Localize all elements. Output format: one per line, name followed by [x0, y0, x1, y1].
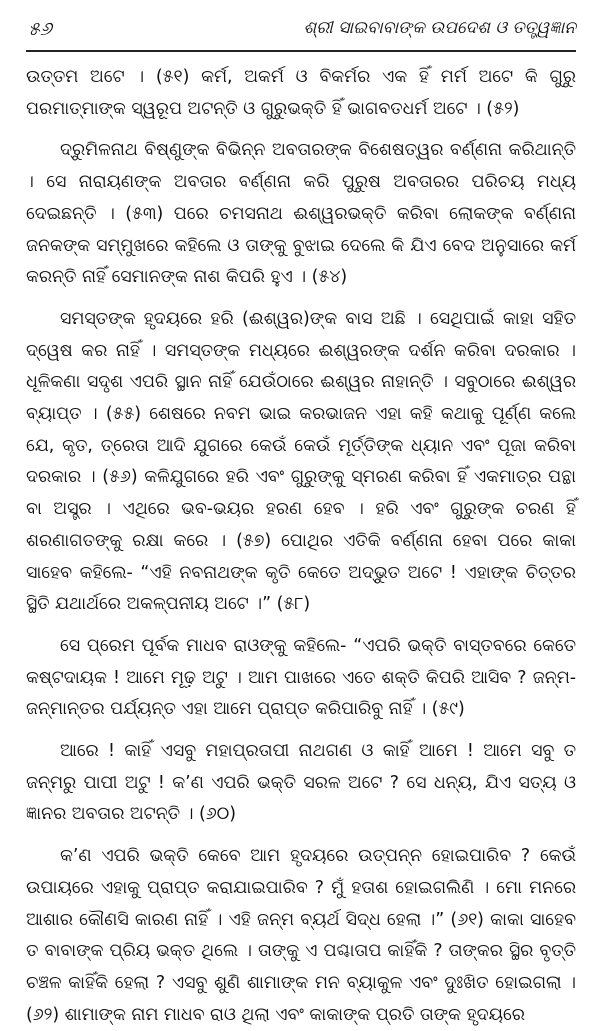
running-title: ଶ୍ରୀ ସାଇବାବାଙ୍କ ଉପଦେଶ ଓ ତତ୍ତ୍ୱଜ୍ଞାନ — [303, 18, 576, 38]
page-number: ୫୬ — [28, 18, 52, 40]
paragraph: କ’ଣ ଏପରି ଭକ୍ତି କେବେ ଆମ ହୃଦୟରେ ଉତ୍ପନ୍ନ ହୋଇପାରିବ ? କେଉଁ ଉପାୟରେ ଏହାକୁ ପ୍ରାପ୍ତ କରାଯାଇପାରିବ ? ମୁଁ ହତାଶ ହୋଇଗଲିଣି । ମୋ ମନରେ ଆଶାର କୌଣସି କାରଣ ନାହିଁ । ଏହି ଜନ୍ମ ବ୍ୟର୍ଥ ସିଦ୍ଧ ହେଲା ।” (୬୧) କାକା ସାହେବ ତ ବାବାଙ୍କ ପ୍ରିୟ ଭକ୍ତ ଥିଲେ । ତାଙ୍କୁ ଏ ପଶ୍ଚାତାପ କାହିଁକି ? ତାଙ୍କର ସ୍ଥିର ବୃତ୍ତି ଚଞ୍ଚଳ କାହିଁକି ହେଲା ? ଏସବୁ ଶୁଣି ଶାମାଙ୍କ ମନ ବ୍ୟାକୁଳ ଏବଂ ଦୁଃଖିତ ହୋଇଗଲା । (୬୨) ଶାମାଙ୍କ ନାମ ମାଧବ ରାଓ ଥିଲା ଏବଂ କାକାଙ୍କ ପ୍ରତି ତାଙ୍କ ହୃଦୟରେ — [26, 846, 576, 1025]
paragraph: ଉତ୍ତମ ଅଟେ । (୫୧) କର୍ମ, ଅକର୍ମ ଓ ବିକର୍ମର ଏକ ହିଁ ମର୍ମ ଅଟେ କି ଗୁରୁ ପରମାତ୍ମାଙ୍କ ସ୍ୱରୂପ ଅଟନ୍ତି ଓ ଗୁରୁଭକ୍ତି ହିଁ ଭାଗବତଧର୍ମ ଅଟେ । (୫୨) — [26, 67, 576, 119]
paragraph: ସମସ୍ତଙ୍କ ହୃଦୟରେ ହରି (ଈଶ୍ୱର)ଙ୍କ ବାସ ଅଛି । ସେଥିପାଇଁ କାହା ସହିତ ଦ୍ୱେଷ କର ନାହିଁ । ସମସ୍ତଙ୍କ ମଧ୍ୟରେ ଈଶ୍ୱରଙ୍କ ଦର୍ଶନ କରିବା ଦରକାର । ଧୂଳିକଣା ସଦୃଶ ଏପରି ସ୍ଥାନ ନାହିଁ ଯେଉଁଠାରେ ଈଶ୍ୱର ନାହାନ୍ତି । ସବୁଠାରେ ଈଶ୍ୱର ବ୍ୟାପ୍ତ । (୫୫) ଶେଷରେ ନବମ ଭାଇ କରଭାଜନ ଏହା କହି କଥାକୁ ପୂର୍ଣ୍ଣ କଲେ ଯେ, କୃତ, ତ୍ରେତା ଆଦି ଯୁଗରେ କେଉଁ କେଉଁ ମୂର୍ତ୍ତିଙ୍କ ଧ୍ୟାନ ଏବଂ ପୂଜା କରିବା ଦରକାର । (୫୬) କଳିଯୁଗରେ ହରି ଏବଂ ଗୁରୁଙ୍କୁ ସ୍ମରଣ କରିବା ହିଁ ଏକମାତ୍ର ପନ୍ଥା ବା ଅସ୍ତ୍ର । ଏଥିରେ ଭବ-ଭୟର ହରଣ ହେବ । ହରି ଏବଂ ଗୁରୁଙ୍କ ଚରଣ ହିଁ ଶରଣାଗତଙ୍କୁ ରକ୍ଷା କରେ । (୫୭) ପୋଥିର ଏତିକି ବର୍ଣ୍ଣନା ହେବା ପରେ କାକା ସାହେବ କହିଲେ- “ଏହି ନବନାଥଙ୍କ କୃତି କେତେ ଅଦ୍‌ଭୁତ ଅଟେ ! ଏହାଙ୍କ ଚିତ୍ତର ସ୍ଥିତି ଯଥାର୍ଥରେ ଅକଳ୍ପନୀୟ ଅଟେ ।” (୫୮) — [26, 308, 576, 615]
paragraph: ସେ ପ୍ରେମ ପୂର୍ବକ ମାଧବ ରାଓଙ୍କୁ କହିଲେ- “ଏପରି ଭକ୍ତି ବାସ୍ତବରେ କେତେ କଷ୍ଟଦାୟକ ! ଆମେ ମୂଢ଼ ଅଟୁ । ଆମ ପାଖରେ ଏତେ ଶକ୍ତି କିପରି ଆସିବ ? ଜନ୍ମ-ଜନ୍ମାନ୍ତର ପର୍ଯ୍ୟନ୍ତ ଏହା ଆମେ ପ୍ରାପ୍ତ କରିପାରିବୁ ନାହିଁ । (୫୯) — [26, 635, 576, 720]
body-text — [26, 62, 576, 1031]
page-header — [26, 10, 576, 52]
paragraph: ଦ୍ରୁମିଳନାଥ ବିଷ୍ଣୁଙ୍କ ବିଭିନ୍ନ ଅବତାରଙ୍କ ବିଶେଷତ୍ୱର ବର୍ଣ୍ଣନା କରିଥାନ୍ତି । ସେ ନାରାୟଣଙ୍କ ଅବତାର ବର୍ଣ୍ଣନା କରି ପୁରୁଷ ଅବତାରର ପରିଚୟ ମଧ୍ୟ ଦେଇଛନ୍ତି । (୫୩) ପରେ ଚମସନାଥ ଈଶ୍ୱରଭକ୍ତି କରିବା ଲୋକଙ୍କ ବର୍ଣ୍ଣନା ଜନକଙ୍କ ସମ୍ମୁଖରେ କହିଲେ ଓ ତାଙ୍କୁ ବୁଝାଇ ଦେଲେ କି ଯିଏ ବେଦ ଅନୁସାରେ କର୍ମ କରନ୍ତି ନାହିଁ ସେମାନଙ୍କ ନାଶ କିପରି ହୁଏ । (୫୪) — [26, 140, 576, 288]
paragraph: ଆରେ ! କାହିଁ ଏସବୁ ମହାପ୍ରତାପୀ ନାଥଗଣ ଓ କାହିଁ ଆମେ ! ଆମେ ସବୁ ତ ଜନ୍ମରୁ ପାପୀ ଅଟୁ ! କ’ଣ ଏପରି ଭକ୍ତି ସରଳ ଅଟେ ? ସେ ଧନ୍ୟ, ଯିଏ ସତ୍ୟ ଓ ଜ୍ଞାନର ଅବତାର ଅଟନ୍ତି । (୬୦) — [26, 741, 576, 825]
